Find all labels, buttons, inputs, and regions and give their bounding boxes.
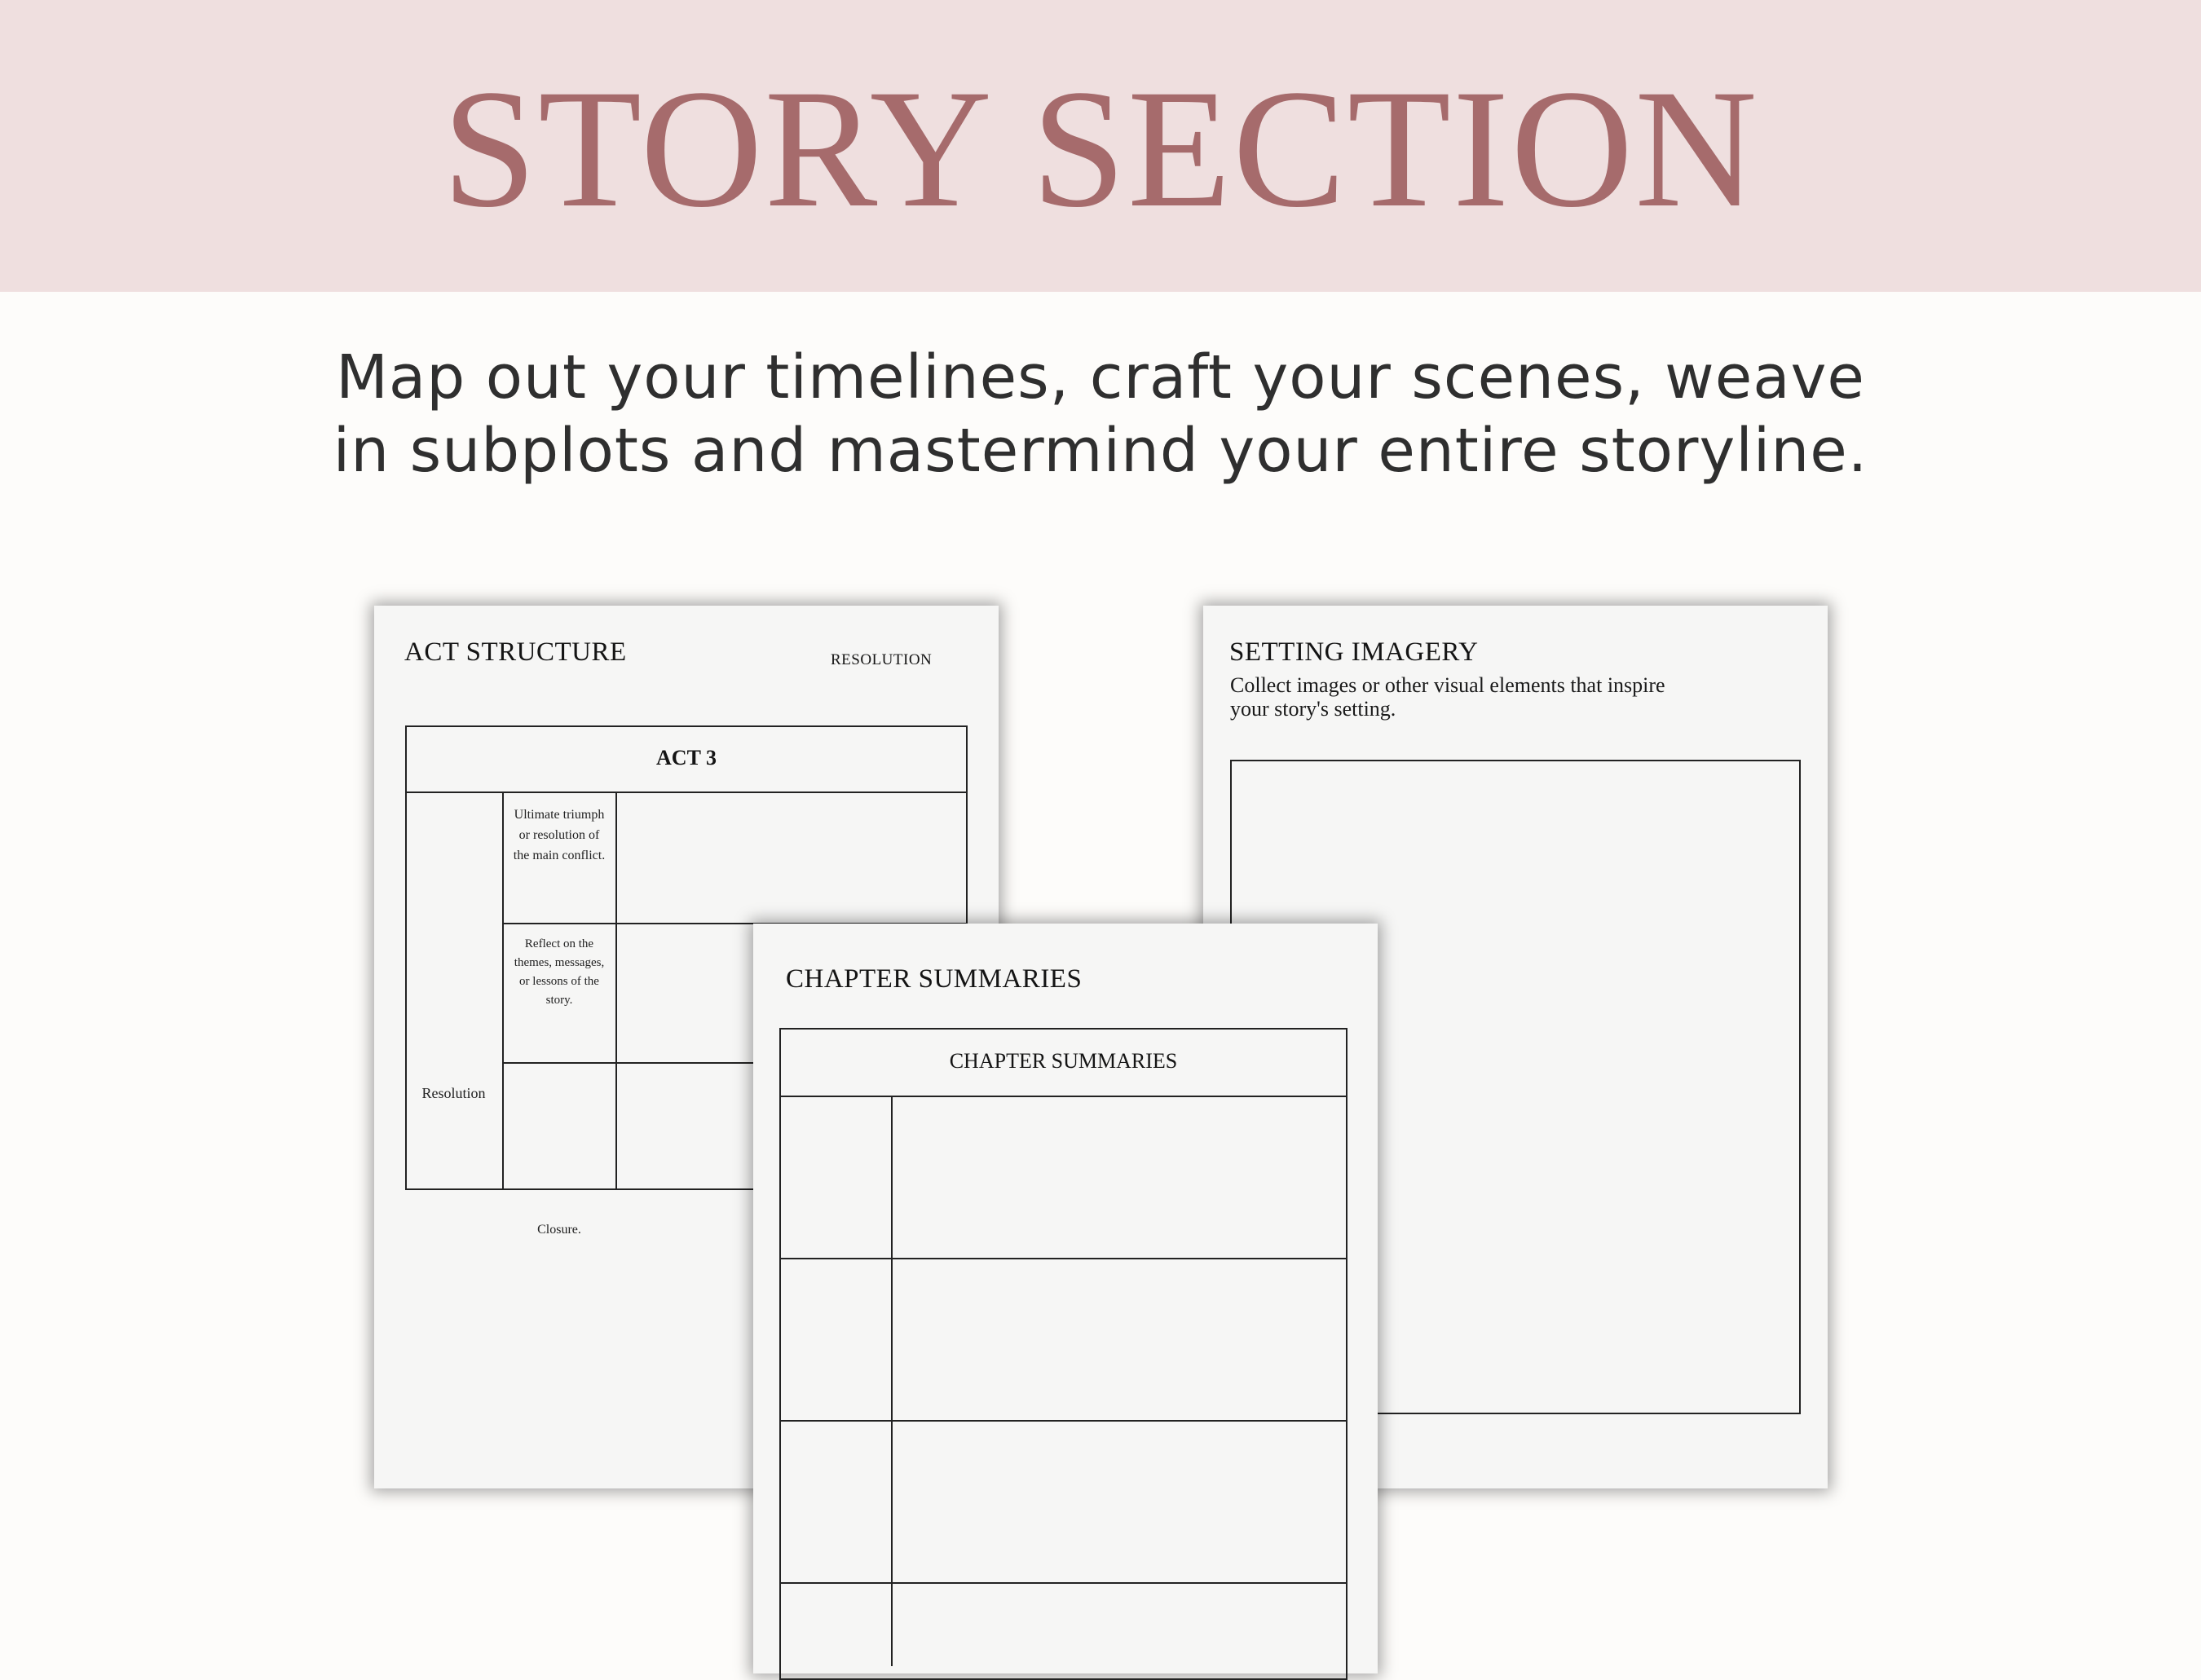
page-title: SETTING IMAGERY xyxy=(1229,637,1479,667)
tagline-line-1: Map out your timelines, craft your scenes, weave xyxy=(336,342,1865,412)
page-title: CHAPTER SUMMARIES xyxy=(786,964,1083,994)
banner-title: STORY SECTION xyxy=(442,55,1759,242)
header-banner xyxy=(0,0,2201,292)
chapter-summaries-page xyxy=(753,924,1378,1673)
table-rule xyxy=(779,1258,1348,1259)
act-table-header: ACT 3 xyxy=(656,746,717,769)
section-label: RESOLUTION xyxy=(831,651,933,668)
table-rule xyxy=(891,1096,893,1666)
prompt-cell: Reflect on the themes, messages, or lessons of the story. xyxy=(514,937,605,1007)
table-rule xyxy=(779,1582,1348,1584)
table-rule xyxy=(615,791,617,1190)
page-description xyxy=(1230,673,1665,721)
tagline-line-2: in subplots and mastermind your entire storyline. xyxy=(333,416,1868,486)
prompt-cell: Closure. xyxy=(537,1223,581,1237)
chapter-table-header: CHAPTER SUMMARIES xyxy=(949,1049,1178,1073)
table-rule xyxy=(502,791,504,1190)
page-title: ACT STRUCTURE xyxy=(404,637,627,667)
tagline xyxy=(0,341,2201,487)
prompt-cell: Ultimate triumph or resolution of the main conflict. xyxy=(513,808,606,862)
table-rule xyxy=(779,1420,1348,1422)
table-rule xyxy=(405,791,968,793)
row-label-resolution: Resolution xyxy=(421,1085,486,1101)
table-rule xyxy=(779,1096,1348,1097)
description-line-1: Collect images or other visual elements that inspire xyxy=(1230,673,1665,697)
description-line-2: your story's setting. xyxy=(1230,697,1396,721)
